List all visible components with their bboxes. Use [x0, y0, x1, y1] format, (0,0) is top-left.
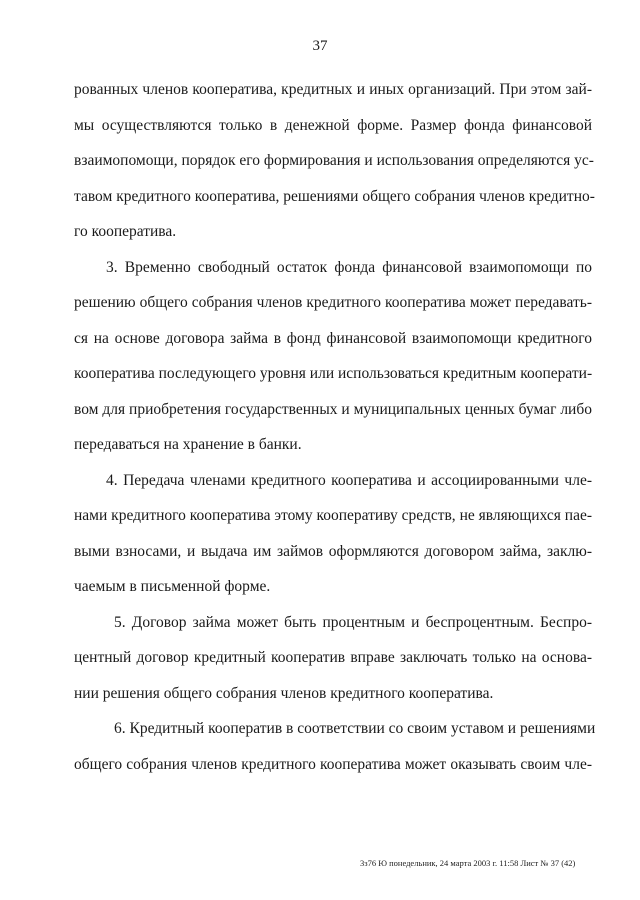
text-line: центный договор кредитный кооператив вправе заключать только на основа-: [74, 649, 592, 666]
text-line: кооператива последующего уровня или использоваться кредитным кооперати-: [74, 365, 593, 382]
text-line: общего собрания членов кредитного кооператива может оказывать своим чле-: [74, 756, 592, 773]
text-line: нии решения общего собрания членов кредитного кооператива.: [74, 685, 494, 702]
text-line: рованных членов кооператива, кредитных и иных организаций. При этом зай-: [74, 81, 592, 98]
text-line: вом для приобретения государственных и муниципальных ценных бумаг либо: [74, 401, 592, 418]
text-line: чаемым в письменной форме.: [74, 578, 271, 595]
text-line: взаимопомощи, порядок его формирования и использования определяются ус-: [74, 152, 594, 169]
text-line: нами кредитного кооператива этому кооперативу средств, не являющихся пае-: [74, 507, 592, 524]
text-line: передаваться на хранение в банки.: [74, 436, 302, 453]
text-line: 3. Временно свободный остаток фонда финансовой взаимопомощи по: [106, 259, 592, 276]
text-line: решению общего собрания членов кредитного кооператива может передавать-: [74, 294, 592, 311]
text-line: тавом кредитного кооператива, решениями общего собрания членов кредитно-: [74, 188, 595, 205]
text-line: ся на основе договора займа в фонд финансовой взаимопомощи кредитного: [74, 330, 592, 347]
text-line: мы осуществляются только в денежной форме. Размер фонда финансовой: [74, 117, 592, 134]
page-number: 37: [312, 38, 328, 54]
page-footer: 3з76 Ю понедельник, 24 марта 2003 г. 11:58 Лист № 37 (42): [360, 858, 576, 868]
text-line: го кооператива.: [74, 223, 177, 240]
text-line: 4. Передача членами кредитного кооператива и ассоциированными чле-: [106, 472, 592, 489]
text-line: 5. Договор займа может быть процентным и беспроцентным. Беспро-: [114, 614, 592, 631]
text-line: 6. Кредитный кооператив в соответствии со своим уставом и решениями: [114, 720, 596, 737]
text-line: выми взносами, и выдача им займов оформляются договором займа, заклю-: [74, 543, 592, 560]
